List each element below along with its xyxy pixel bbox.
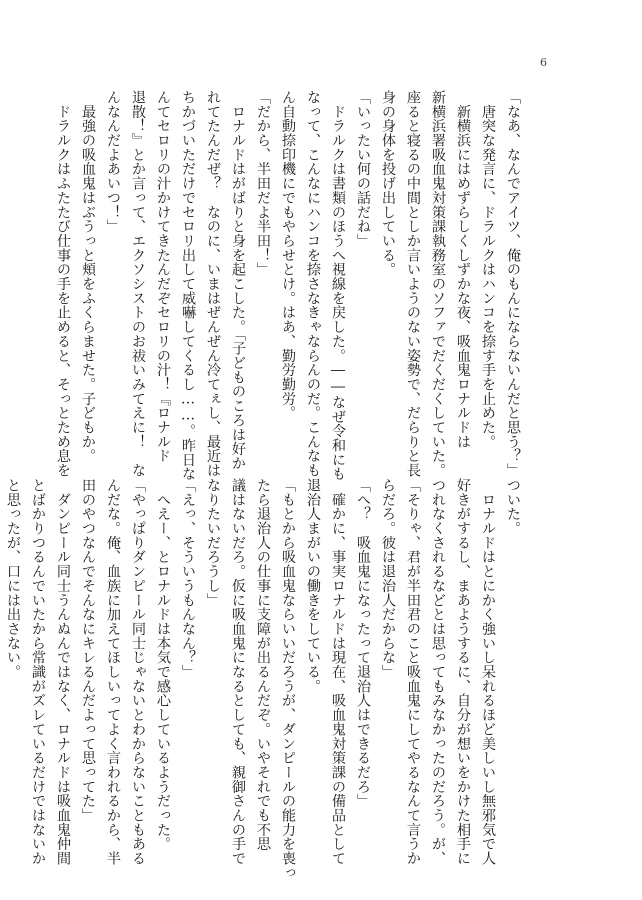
bottom-text-line: たら退治人の仕事に支障が出るんだぞ。いやそれでも不思	[255, 478, 271, 852]
top-text-line: なって、こんなにハンコを捺さなきゃならんのだ。こんなも	[305, 90, 321, 478]
top-text-line: ん自動捺印機にでもやらせとけ。はあ、勤労勤労。	[280, 90, 296, 421]
bottom-text-line: へえー、とロナルドは本気で感心しているようだった。	[155, 478, 171, 852]
bottom-text-line: 退治人まがいの働きをしている。	[305, 478, 321, 694]
bottom-text-line: ロナルドはとにかく強いし呆れるほど美しいし無邪気で人	[480, 478, 496, 866]
top-text-line: 最強の吸血鬼はぶうっと頬をふくらませた。子どもか。	[80, 90, 96, 464]
top-text-line: ドラルクは書類のほうへ視線を戻した。――なぜ令和にも	[330, 90, 346, 482]
top-text-line: ちかづいただけでセロリ出して威嚇してくるし……。昨日な	[180, 90, 196, 482]
bottom-text-line: 好きがするし、まあようするに、自分が想いをかけた相手に	[455, 478, 471, 866]
bottom-text-line: 「へ？ 吸血鬼になったって退治人はできるだろ」	[355, 478, 371, 809]
bottom-text-line: 「やっぱりダンピール同士じゃないとわからないこともある	[130, 478, 146, 866]
bottom-text-line: つれなくされるなどとは思ってもみなかったのだろう。が、	[430, 478, 446, 866]
bottom-text-line: らだろ。彼は退治人だからな」	[380, 478, 396, 679]
bottom-text-line: とばかりつるんでいたから常識がズレているだけではないか	[30, 478, 46, 866]
top-text-line: んなんだよあいつ！」	[105, 90, 121, 234]
top-text-line: 身の身体を投げ出している。	[380, 90, 396, 277]
bottom-text-line: んだな。俺、血族に加えてほしいってよく言われるから、半	[105, 478, 121, 866]
top-text-line: 「だから、半田だよ半田！」	[255, 90, 271, 277]
top-text-line: れてたんだぜ？ なのに、いまはぜんぜん冷てぇし、最近は	[205, 90, 221, 478]
bottom-text-line: 確かに、事実ロナルドは現在、吸血鬼対策課の備品として	[330, 478, 346, 866]
bottom-text-line: 田のやつなんでそんなにキレるんだよって思ってた」	[80, 478, 96, 823]
bottom-text-line: 「そりゃ、君が半田君のこと吸血鬼にしてやるなんて言うか	[405, 478, 421, 866]
bottom-text-line: 「もとから吸血鬼ならいいだろうが、ダンピールの能力を喪っ	[280, 478, 296, 880]
text-block-top	[50, 90, 525, 482]
top-text-line: んてセロリの汁かけてきたんだぞセロリの汁！『ロナルド	[155, 90, 171, 464]
bottom-text-line: 議はないだろ。仮に吸血鬼になるとしても、親御さんの手で	[230, 478, 246, 866]
bottom-text-line: と思ったが、口には出さない。	[5, 478, 21, 679]
text-block-bottom	[0, 478, 525, 880]
page-number: 6	[540, 56, 547, 69]
top-text-line: ドラルクはふたたび仕事の手を止めると、そっとため息を	[55, 90, 71, 478]
bottom-text-line: なりたいだろうし」	[205, 478, 221, 608]
top-text-line: 新横浜署吸血鬼対策課執務室のソファでだくだくしていた。	[430, 90, 446, 478]
bottom-text-line: ダンピール同士うんぬんではなく、ロナルドは吸血鬼仲間	[55, 478, 71, 866]
top-text-line: 「なあ、なんでアイツ、俺のもんにならないんだと思う？」	[505, 90, 521, 478]
top-text-line: 退散！』とか言って、エクソシストのお祓いみてえに！ な	[130, 90, 146, 478]
top-text-line: 座ると寝るの中間としか言いようのない姿勢で、だらりと長	[405, 90, 421, 478]
bottom-text-line: ついた。	[505, 478, 521, 536]
top-text-line: ロナルドはがばりと身を起こした。「子どものころは好か	[230, 90, 246, 471]
bottom-text-line: 「えっ、そういうもんなん？」	[180, 478, 196, 679]
top-text-line: 新横浜にはめずらしくしずかな夜、吸血鬼ロナルドは	[455, 90, 471, 449]
top-text-line: 唐突な発言に、ドラルクはハンコを捺す手を止めた。	[480, 90, 496, 449]
top-text-line: 「いったい何の話だね」	[355, 90, 371, 248]
